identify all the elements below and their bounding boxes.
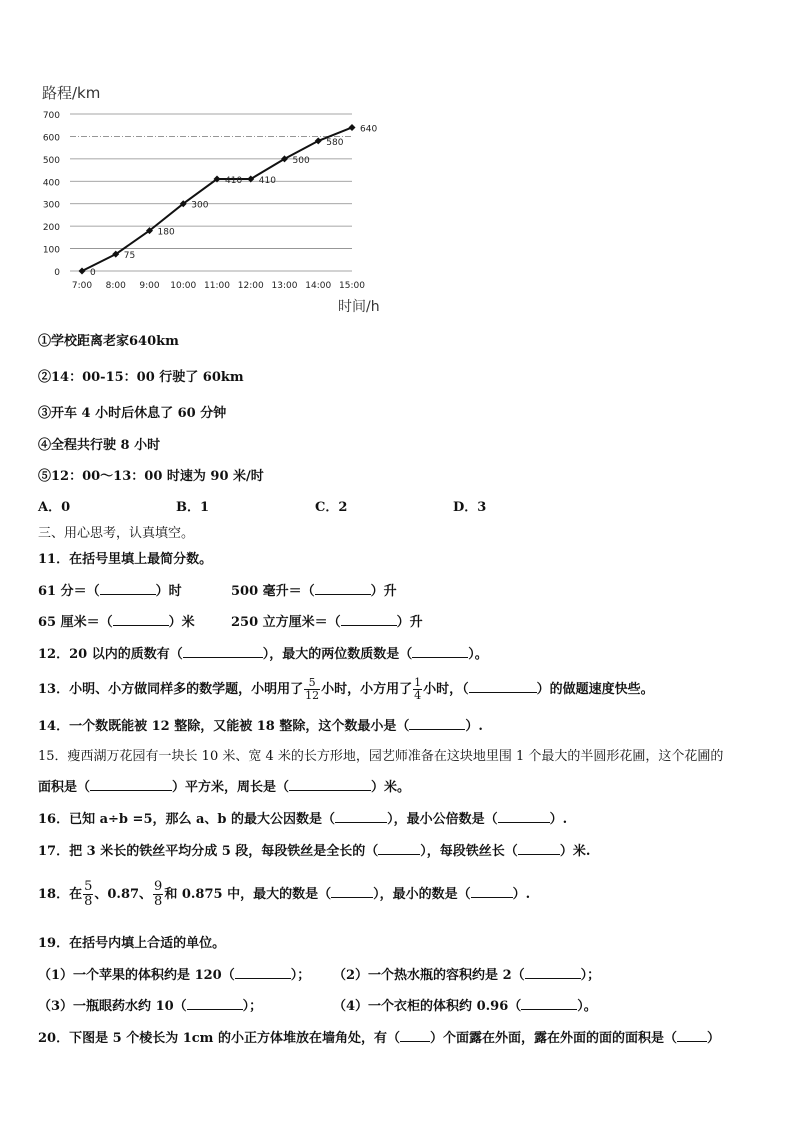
answer-blank[interactable] bbox=[90, 778, 172, 791]
q11-a: 61 分＝（ ）时 bbox=[38, 584, 182, 599]
y-tick-label: 300 bbox=[42, 200, 60, 211]
data-label: 580 bbox=[326, 137, 344, 148]
x-tick-label: 15:00 bbox=[339, 281, 365, 291]
y-tick-label: 200 bbox=[42, 223, 60, 234]
q16: 16．已知 a÷b =5，那么 a、b 的最大公因数是（ ），最小公倍数是（ ）. bbox=[38, 812, 568, 827]
q20: 20．下图是 5 个棱长为 1cm 的小正方体堆放在墙角处，有（ ）个面露在外面，露在外面的面的面积是（ ） bbox=[38, 1031, 720, 1046]
q19-3: （3）一瓶眼药水约 10（ ）； bbox=[38, 999, 263, 1014]
answer-blank[interactable] bbox=[525, 966, 581, 979]
answer-blank[interactable] bbox=[471, 885, 513, 898]
answer-blank[interactable] bbox=[521, 997, 577, 1010]
choice-d[interactable]: D．3 bbox=[453, 500, 487, 515]
answer-blank[interactable] bbox=[409, 717, 465, 730]
answer-blank[interactable] bbox=[331, 885, 373, 898]
data-point bbox=[315, 137, 322, 144]
q11-b: 500 毫升＝（ ）升 bbox=[231, 584, 397, 599]
x-tick-label: 11:00 bbox=[204, 281, 230, 291]
distance-time-chart bbox=[32, 78, 402, 318]
data-label: 410 bbox=[258, 176, 276, 187]
q15-line2: 面积是（ ）平方米，周长是（ ）米。 bbox=[38, 780, 411, 795]
answer-blank[interactable] bbox=[498, 810, 550, 823]
data-label: 180 bbox=[157, 227, 175, 238]
series-line bbox=[82, 127, 352, 271]
q15-line1: 15．瘦西湖万花园有一块长 10 米、宽 4 米的长方形地，园艺师准备在这块地里围 1 个最大的半圆形花圃，这个花圃的 bbox=[38, 749, 724, 764]
y-tick-label: 700 bbox=[42, 111, 60, 121]
section-title: 三、用心思考，认真填空。 bbox=[38, 526, 195, 541]
fraction-1-4: $\frac{1}{4}$ bbox=[414, 676, 422, 702]
data-point bbox=[349, 124, 356, 131]
q19-1: （1）一个苹果的体积约是 120（ ）； bbox=[38, 968, 311, 983]
y-tick-label: 500 bbox=[42, 155, 60, 166]
data-label: 500 bbox=[292, 155, 310, 166]
fraction-9-8: $\frac{9}{8}$ bbox=[154, 879, 163, 909]
q11-title: 11．在括号里填上最简分数。 bbox=[38, 552, 213, 567]
q18: 18．在 $\frac{5}{8}$ 、0.87、 $\frac{9}{8}$ 和 0.875 中，最大的数是（ ），最小的数是（ ）. bbox=[38, 879, 531, 909]
q13: 13．小明、小方做同样多的数学题，小明用了 $\frac{5}{12}$ 小时，小方用了 $\frac{1}{4}$ 小时，（ ）的做题速度快些。 bbox=[38, 676, 654, 702]
data-point bbox=[79, 268, 86, 275]
line-chart-svg bbox=[32, 78, 402, 318]
choice-a[interactable]: A．0 bbox=[38, 500, 71, 515]
choice-c[interactable]: C．2 bbox=[315, 500, 348, 515]
answer-blank[interactable] bbox=[341, 613, 397, 626]
data-label: 410 bbox=[225, 176, 243, 187]
answer-blank[interactable] bbox=[100, 582, 156, 595]
data-label: 640 bbox=[360, 124, 378, 135]
q19-4: （4）一个衣柜的体积约 0.96（ ）。 bbox=[333, 999, 597, 1014]
answer-blank[interactable] bbox=[235, 966, 291, 979]
statement-3: ③开车 4 小时后休息了 60 分钟 bbox=[38, 406, 227, 421]
answer-blank[interactable] bbox=[187, 997, 243, 1010]
statement-4: ④全程共行驶 8 小时 bbox=[38, 438, 161, 453]
statement-2: ②14：00-15：00 行驶了 60km bbox=[38, 370, 244, 385]
q11-c: 65 厘米＝（ ）米 bbox=[38, 615, 195, 630]
q19-2: （2）一个热水瓶的容积约是 2（ ）； bbox=[333, 968, 601, 983]
data-label: 75 bbox=[123, 251, 136, 262]
statement-1: ①学校距离老家640km bbox=[38, 334, 179, 349]
answer-blank[interactable] bbox=[469, 680, 537, 693]
fraction-5-12: $\frac{5}{12}$ bbox=[305, 676, 320, 702]
data-label: 300 bbox=[191, 200, 209, 211]
answer-blank[interactable] bbox=[677, 1029, 707, 1042]
choice-b[interactable]: B．1 bbox=[176, 500, 210, 515]
y-tick-label: 600 bbox=[42, 133, 60, 144]
fraction-5-8: $\frac{5}{8}$ bbox=[84, 879, 93, 909]
y-tick-label: 0 bbox=[54, 268, 60, 278]
q17: 17．把 3 米长的铁丝平均分成 5 段，每段铁丝是全长的（ ），每段铁丝长（ ）米. bbox=[38, 844, 591, 859]
x-tick-label: 13:00 bbox=[271, 281, 298, 291]
y-tick-label: 100 bbox=[42, 245, 60, 256]
x-tick-label: 12:00 bbox=[237, 281, 264, 291]
y-axis-label: 路程/km bbox=[42, 84, 101, 102]
answer-blank[interactable] bbox=[183, 645, 263, 658]
answer-blank[interactable] bbox=[400, 1029, 430, 1042]
q12: 12．20 以内的质数有（ ），最大的两位数质数是（ ）。 bbox=[38, 647, 488, 662]
answer-blank[interactable] bbox=[412, 645, 468, 658]
answer-blank[interactable] bbox=[113, 613, 169, 626]
answer-blank[interactable] bbox=[335, 810, 387, 823]
q19-title: 19．在括号内填上合适的单位。 bbox=[38, 936, 226, 951]
q14: 14．一个数既能被 12 整除，又能被 18 整除，这个数最小是（ ）. bbox=[38, 719, 483, 734]
answer-blank[interactable] bbox=[315, 582, 371, 595]
answer-blank[interactable] bbox=[518, 842, 560, 855]
y-tick-label: 400 bbox=[42, 178, 60, 189]
x-tick-label: 9:00 bbox=[139, 281, 160, 291]
x-tick-label: 7:00 bbox=[71, 281, 93, 291]
x-tick-label: 10:00 bbox=[170, 281, 197, 291]
statement-5: ⑤12：00～13：00 时速为 90 米/时 bbox=[38, 469, 264, 484]
q11-d: 250 立方厘米＝（ ）升 bbox=[231, 615, 423, 630]
answer-blank[interactable] bbox=[378, 842, 420, 855]
answer-blank[interactable] bbox=[289, 778, 371, 791]
x-axis-label: 时间/h bbox=[338, 299, 380, 315]
x-tick-label: 14:00 bbox=[305, 281, 332, 291]
data-label: 0 bbox=[90, 268, 96, 278]
x-tick-label: 8:00 bbox=[105, 281, 126, 291]
